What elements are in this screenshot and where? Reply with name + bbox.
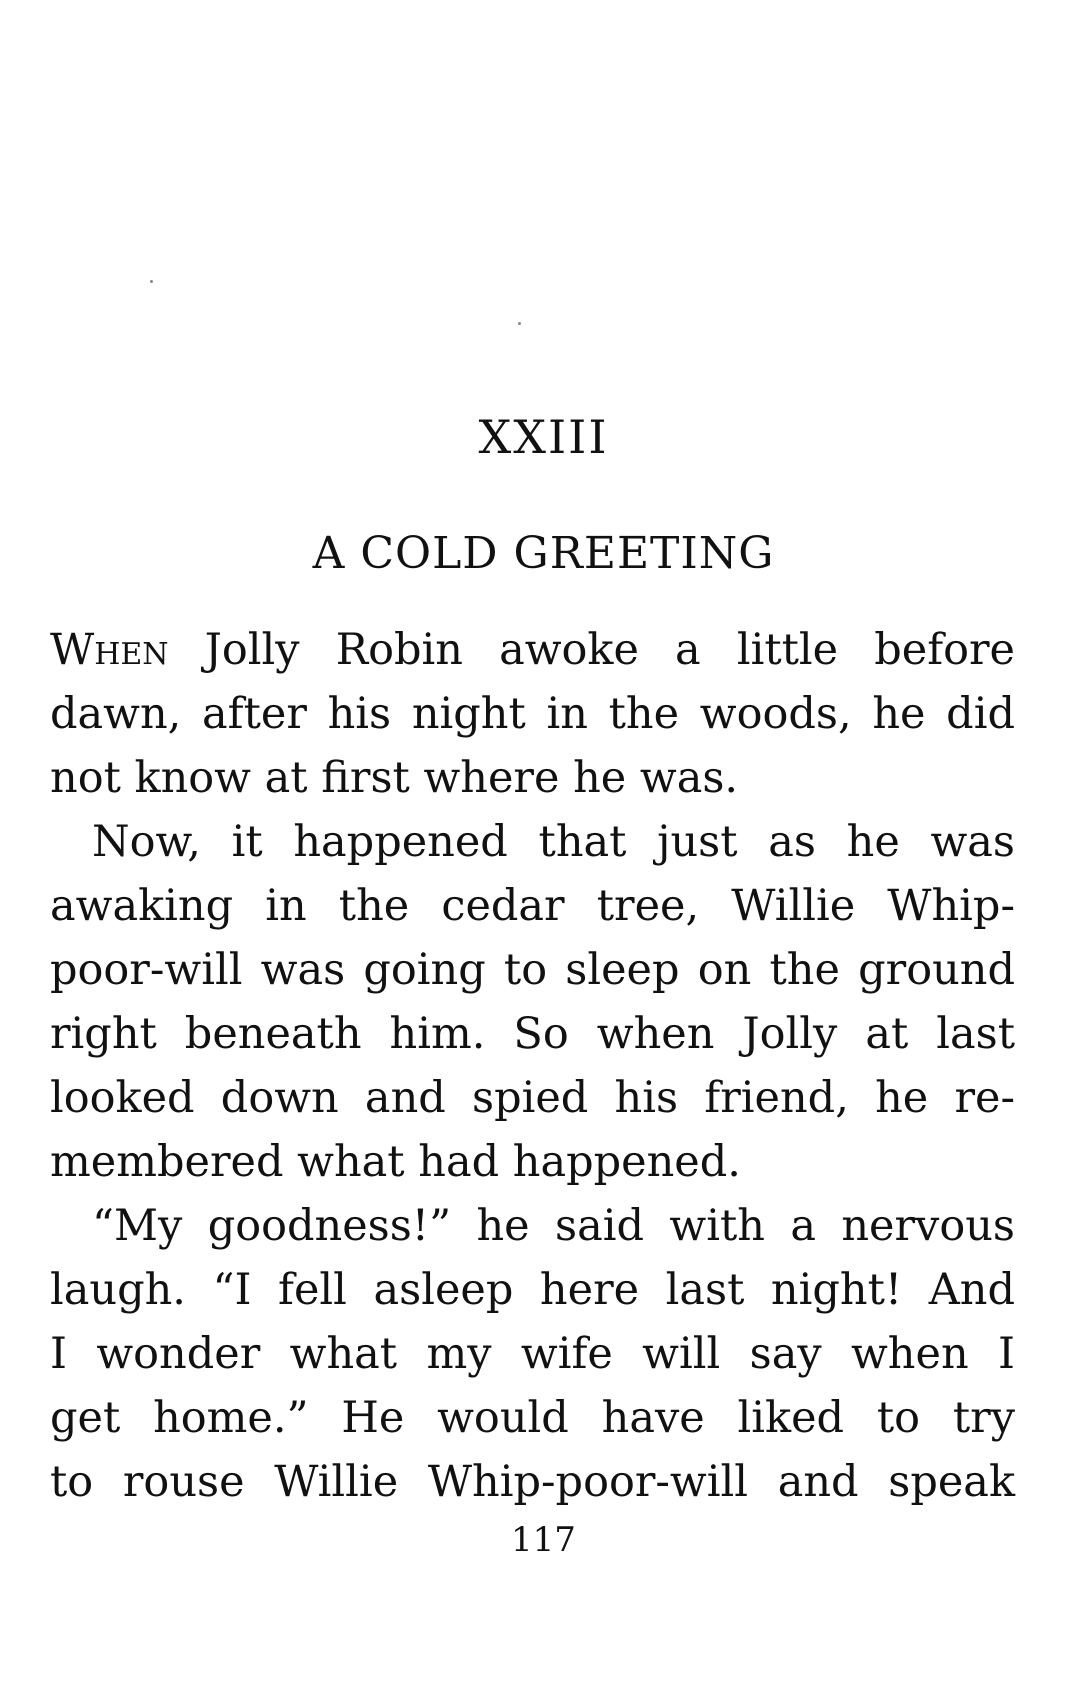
paragraph-1 [50, 618, 1015, 810]
text-line: get home.” He would have liked to try [50, 1393, 1015, 1443]
chapter-number: XXIII [478, 410, 609, 464]
text-line: dawn, after his night in the woods, he did [50, 689, 1015, 739]
text-line-content: Jolly Robin awoke a little before [168, 625, 1015, 675]
text-line: laugh. “I fell asleep here last night! And [50, 1265, 1015, 1315]
text-line: to rouse Willie Whip-poor-will and speak [50, 1457, 1015, 1507]
text-line: membered what had happened. [50, 1137, 741, 1187]
page-number: 117 [511, 1520, 576, 1560]
text-line: right beneath him. So when Jolly at last [50, 1009, 1015, 1059]
text-line: looked down and spied his friend, he re- [50, 1073, 1015, 1123]
text-line: “My goodness!” he said with a nervous [92, 1201, 1015, 1251]
text-line: I wonder what my wife will say when I [50, 1329, 1015, 1379]
chapter-title: A COLD GREETING [312, 528, 775, 579]
text-line: Now, it happened that just as he was [92, 817, 1015, 867]
text-line: awaking in the cedar tree, Willie Whip- [50, 881, 1015, 931]
text-line: not know at first where he was. [50, 753, 739, 803]
paragraph-2 [50, 810, 1015, 1194]
paper-speck [150, 280, 153, 283]
paper-speck [518, 322, 521, 325]
drop-lead-word: When [50, 625, 169, 675]
paragraph-3 [50, 1194, 1015, 1514]
text-line [50, 618, 1015, 682]
body-text [50, 618, 1015, 1514]
text-line: poor-will was going to sleep on the ground [50, 945, 1015, 995]
